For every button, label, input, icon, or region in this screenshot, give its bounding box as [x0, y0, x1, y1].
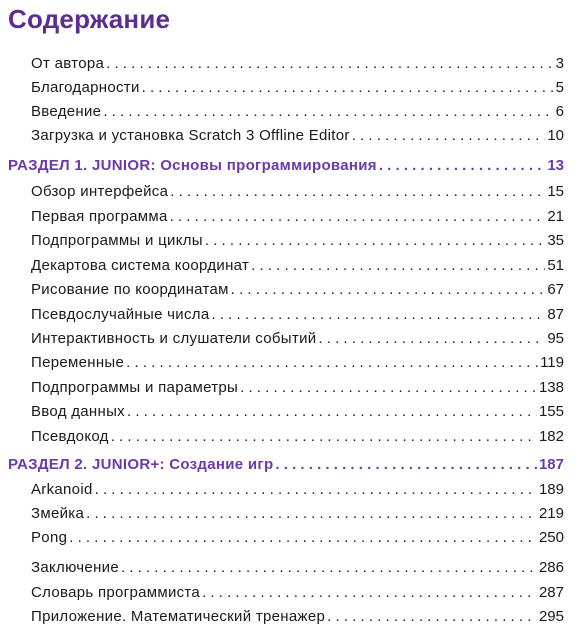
toc-entry-page: 287: [538, 584, 564, 601]
toc-entry-label: Псевдослучайные числа: [31, 306, 210, 323]
toc-entry[interactable]: [31, 329, 564, 349]
dot-leader: [121, 558, 537, 578]
toc-entry-page: 182: [538, 428, 564, 445]
page-title: Содержание: [8, 4, 171, 34]
toc-entry-page: 3: [555, 55, 564, 72]
toc-entry[interactable]: [31, 378, 564, 398]
toc-entry-label: Подпрограммы и параметры: [31, 379, 239, 396]
toc-entry-label: Рисование по координатам: [31, 281, 229, 298]
toc-entry-label: Первая программа: [31, 208, 168, 225]
dot-leader: [95, 480, 537, 500]
dot-leader: [127, 402, 537, 422]
toc-entry-label: Pong: [31, 529, 68, 546]
toc-entry[interactable]: [31, 480, 564, 500]
dot-leader: [202, 583, 537, 603]
dot-leader: [205, 231, 545, 251]
toc-entry[interactable]: [31, 528, 564, 548]
toc-entry[interactable]: [31, 504, 564, 524]
toc-entry-page: 67: [547, 281, 564, 298]
toc-section-page: 187: [538, 456, 564, 473]
toc-entry-label: Змейка: [31, 505, 85, 522]
dot-leader: [69, 528, 537, 548]
toc-entry-page: 155: [538, 403, 564, 420]
toc-section-page: 13: [547, 157, 564, 174]
dot-leader: [103, 102, 553, 122]
toc-entry-glossary[interactable]: [31, 583, 564, 603]
toc-entry-label: Словарь программиста: [31, 584, 201, 601]
dot-leader: [327, 607, 537, 627]
toc-entry-label: От автора: [31, 55, 105, 72]
dot-leader: [379, 156, 545, 176]
toc-entry-appendix[interactable]: [31, 607, 564, 627]
toc-entry-page: 5: [555, 79, 564, 96]
toc-entry-label: Интерактивность и слушатели событий: [31, 330, 317, 347]
dot-leader: [211, 305, 545, 325]
toc-section-label: РАЗДЕЛ 2. JUNIOR+: Создание игр: [8, 456, 274, 473]
toc-section-1[interactable]: [8, 156, 564, 176]
toc-entry-page: 15: [547, 183, 564, 200]
dot-leader: [352, 126, 546, 146]
toc-entry[interactable]: [31, 231, 564, 251]
toc-entry[interactable]: [31, 280, 564, 300]
toc-entry-label: Приложение. Математический тренажер: [31, 608, 326, 625]
toc-entry-label: Псевдокод: [31, 428, 109, 445]
toc-entry-label: Введение: [31, 103, 102, 120]
toc-entry-page: 95: [547, 330, 564, 347]
toc-entry-page: 219: [538, 505, 564, 522]
toc-entry-page: 286: [538, 559, 564, 576]
toc-entry-page: 189: [538, 481, 564, 498]
toc-entry-label: Декартова система координат: [31, 257, 250, 274]
toc-entry-page: 119: [540, 354, 564, 371]
toc-entry-acknowledgements[interactable]: [31, 78, 564, 98]
toc-entry-install[interactable]: [31, 126, 564, 146]
dot-leader: [170, 207, 546, 227]
toc-entry[interactable]: [31, 427, 564, 447]
dot-leader: [106, 54, 554, 74]
toc-entry-conclusion[interactable]: [31, 558, 564, 578]
toc-entry-page: 295: [538, 608, 564, 625]
toc-entry-page: 250: [538, 529, 564, 546]
toc-entry[interactable]: [31, 256, 564, 276]
toc-entry-label: Загрузка и установка Scratch 3 Offline Editor: [31, 127, 350, 144]
toc-entry-label: Переменные: [31, 354, 125, 371]
dot-leader: [251, 256, 545, 276]
toc-entry-page: 87: [547, 306, 564, 323]
dot-leader: [142, 78, 554, 98]
toc-entry-page: 21: [547, 208, 564, 225]
toc-entry-from-author[interactable]: [31, 54, 564, 74]
dot-leader: [126, 353, 538, 373]
dot-leader: [318, 329, 545, 349]
dot-leader: [275, 455, 537, 475]
toc-entry-page: 35: [547, 232, 564, 249]
toc-section-label: РАЗДЕЛ 1. JUNIOR: Основы программирования: [8, 157, 377, 174]
toc-section-2[interactable]: [8, 455, 564, 475]
toc-entry-label: Подпрограммы и циклы: [31, 232, 203, 249]
toc-entry[interactable]: [31, 305, 564, 325]
toc-entry-label: Arkanoid: [31, 481, 93, 498]
dot-leader: [111, 427, 537, 447]
toc-entry-label: Благодарности: [31, 79, 140, 96]
dot-leader: [231, 280, 546, 300]
toc-entry-page: 138: [538, 379, 564, 396]
toc-entry[interactable]: [31, 402, 564, 422]
toc-entry[interactable]: [31, 207, 564, 227]
toc-entry-label: Обзор интерфейса: [31, 183, 169, 200]
toc-entry-label: Заключение: [31, 559, 119, 576]
toc-entry-label: Ввод данных: [31, 403, 125, 420]
toc-entry[interactable]: [31, 182, 564, 202]
toc-entry-page: 6: [555, 103, 564, 120]
dot-leader: [170, 182, 545, 202]
dot-leader: [86, 504, 537, 524]
dot-leader: [240, 378, 537, 398]
toc-entry[interactable]: [31, 353, 564, 373]
toc-entry-page: 51: [547, 257, 564, 274]
toc-entry-page: 10: [547, 127, 564, 144]
toc-entry-introduction[interactable]: [31, 102, 564, 122]
